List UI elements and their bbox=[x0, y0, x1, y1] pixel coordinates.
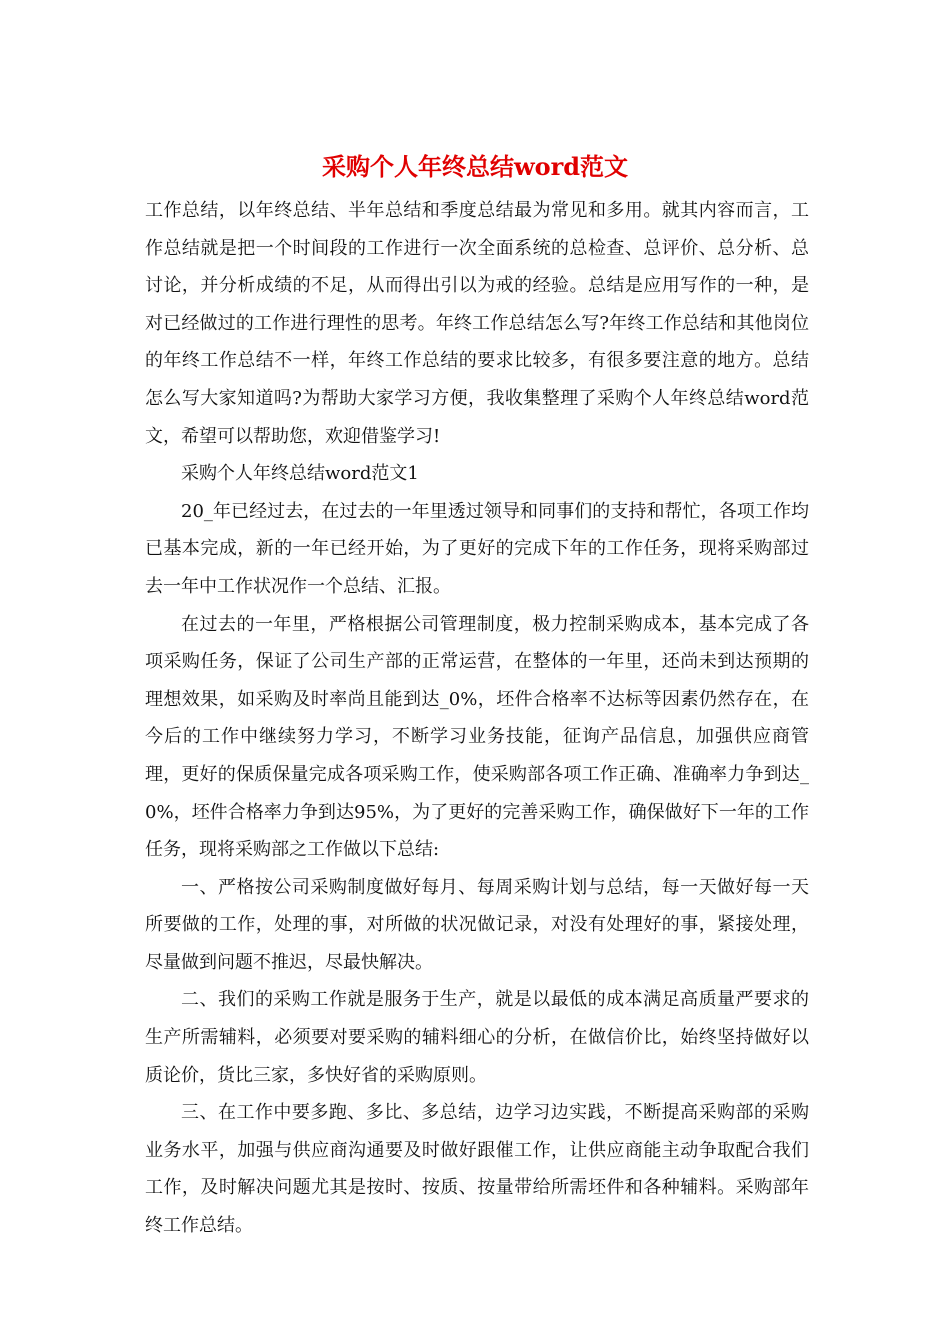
list-item-paragraph: 二、我们的采购工作就是服务于生产，就是以最低的成本满足高质量严要求的生产所需辅料，必须要对要采购的辅料细心的分析，在做信价比，始终坚持做好以质论价，货比三家，多快好省的采购原则。 bbox=[145, 989, 809, 1086]
body-paragraph: 20_年已经过去，在过去的一年里透过领导和同事们的支持和帮忙，各项工作均已基本完成，新的一年已经开始，为了更好的完成下年的工作任务，现将采购部过去一年中工作状况作一个总结、汇报。 bbox=[145, 500, 809, 597]
body-paragraph: 在过去的一年里，严格根据公司管理制度，极力控制采购成本，基本完成了各项采购任务，保证了公司生产部的正常运营，在整体的一年里，还尚未到达预期的理想效果，如采购及时率尚且能到达_0%，坯件合格率不达标等因素仍然存在，在今后的工作中继续努力学习，不断学习业务技能，征询产品信息，加强供应商管理，更好的保质保量完成各项采购工作，使采购部各项工作正确、准确率力争到达_0%，坯件合格率力争到达95%，为了更好的完善采购工作，确保做好下一年的工作任务，现将采购部之工作做以下总结: bbox=[145, 613, 809, 861]
list-item-paragraph: 一、严格按公司采购制度做好每月、每周采购计划与总结，每一天做好每一天所要做的工作，处理的事，对所做的状况做记录，对没有处理好的事，紧接处理，尽量做到问题不推迟，尽最快解决。 bbox=[145, 876, 809, 973]
section-heading: 采购个人年终总结word范文1 bbox=[181, 463, 419, 485]
intro-paragraph: 工作总结，以年终总结、半年总结和季度总结最为常见和多用。就其内容而言，工作总结就是把一个时间段的工作进行一次全面系统的总检查、总评价、总分析、总讨论，并分析成绩的不足，从而得出引以为戒的经验。总结是应用写作的一种，是对已经做过的工作进行理性的思考。年终工作总结怎么写?年终工作总结和其他岗位的年终工作总结不一样，年终工作总结的要求比较多，有很多要注意的地方。总结怎么写大家知道吗?为帮助大家学习方便，我收集整理了采购个人年终总结word范文，希望可以帮助您，欢迎借鉴学习! bbox=[145, 200, 809, 447]
document-body bbox=[145, 192, 809, 1245]
document-title: 采购个人年终总结word范文 bbox=[321, 152, 629, 181]
list-item-paragraph: 三、在工作中要多跑、多比、多总结，边学习边实践，不断提高采购部的采购业务水平，加强与供应商沟通要及时做好跟催工作，让供应商能主动争取配合我们工作，及时解决问题尤其是按时、按质、按量带给所需坯件和各种辅料。采购部年终工作总结。 bbox=[145, 1102, 809, 1237]
